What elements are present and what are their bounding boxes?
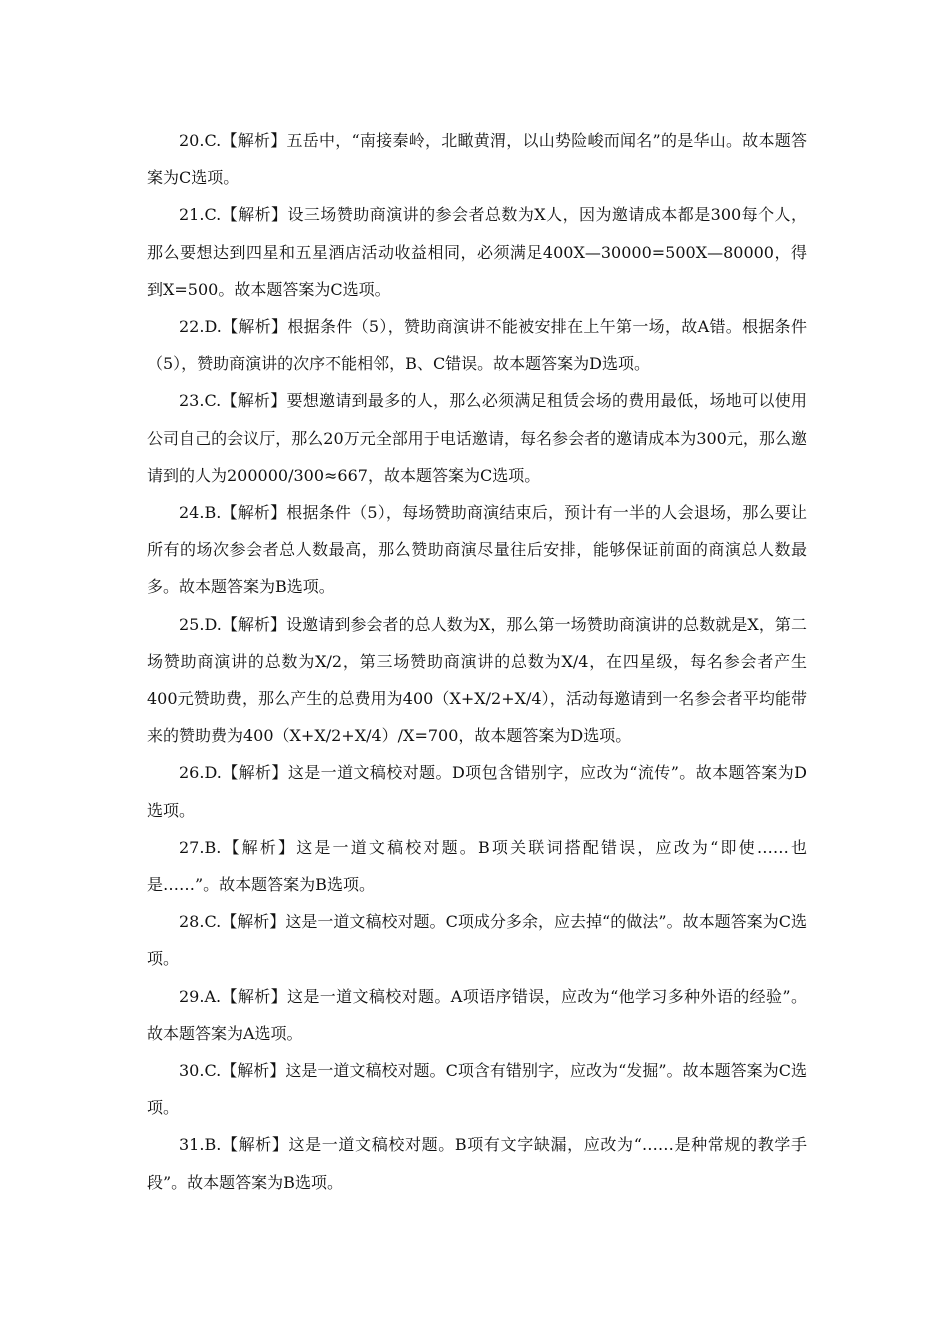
answer-30: 30.C.【解析】这是一道文稿校对题。C项含有错别字，应改为“发掘”。故本题答案为C选项。 — [147, 1061, 807, 1118]
answer-29: 29.A.【解析】这是一道文稿校对题。A项语序错误，应改为“他学习多种外语的经验”。故本题答案为A选项。 — [147, 986, 807, 1043]
answer-explanations — [147, 122, 807, 1201]
answer-27: 27.B.【解析】这是一道文稿校对题。B项关联词搭配错误，应改为“即使……也是……”。故本题答案为B选项。 — [147, 837, 807, 895]
answer-31: 31.B.【解析】这是一道文稿校对题。B项有文字缺漏，应改为“……是种常规的教学手段”。故本题答案为B选项。 — [147, 1135, 807, 1192]
answer-21: 21.C.【解析】设三场赞助商演讲的参会者总数为X人，因为邀请成本都是300每个人，那么要想达到四星和五星酒店活动收益相同，必须满足400X—30000=500X—80000，得到X=500。故本题答案为C选项。 — [147, 205, 807, 299]
answer-28: 28.C.【解析】这是一道文稿校对题。C项成分多余，应去掉“的做法”。故本题答案为C选项。 — [147, 912, 807, 969]
answer-23: 23.C.【解析】要想邀请到最多的人，那么必须满足租赁会场的费用最低，场地可以使用公司自己的会议厅，那么20万元全部用于电话邀请，每名参会者的邀请成本为300元，那么邀请到的人为200000/300≈667，故本题答案为C选项。 — [147, 391, 807, 485]
answer-25: 25.D.【解析】设邀请到参会者的总人数为X，那么第一场赞助商演讲的总数就是X，第二场赞助商演讲的总数为X/2，第三场赞助商演讲的总数为X/4，在四星级，每名参会者产生400元赞助费，那么产生的总费用为400（X+X/2+X/4），活动每邀请到一名参会者平均能带来的赞助费为400（X+X/2+X/4）/X=700，故本题答案为D选项。 — [147, 614, 807, 746]
answer-22: 22.D.【解析】根据条件（5），赞助商演讲不能被安排在上午第一场，故A错。根据条件（5），赞助商演讲的次序不能相邻，B、C错误。故本题答案为D选项。 — [147, 317, 807, 374]
answer-26: 26.D.【解析】这是一道文稿校对题。D项包含错别字，应改为“流传”。故本题答案为D选项。 — [147, 763, 807, 820]
answer-20: 20.C.【解析】五岳中，“南接秦岭，北瞰黄渭，以山势险峻而闻名”的是华山。故本题答案为C选项。 — [147, 131, 807, 188]
answer-24: 24.B.【解析】根据条件（5），每场赞助商演结束后，预计有一半的人会退场，那么要让所有的场次参会者总人数最高，那么赞助商演尽量往后安排，能够保证前面的商演总人数最多。故本题答案为B选项。 — [147, 503, 807, 597]
